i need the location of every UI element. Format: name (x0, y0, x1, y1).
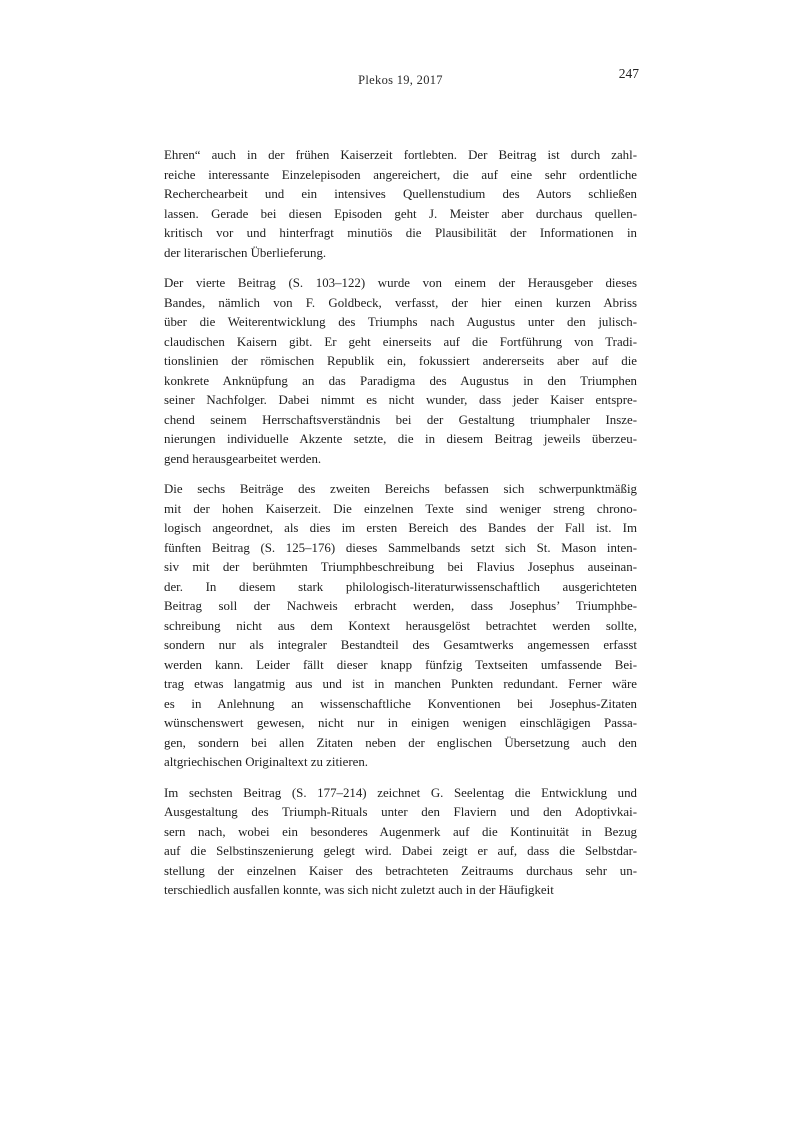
text-line: der. In diesem stark philologisch-literaturwissenschaftlich ausgerichteten (164, 579, 637, 594)
text-line: Bandes, nämlich von F. Goldbeck, verfasst, der hier einen kurzen Abriss (164, 295, 637, 310)
text-line: lassen. Gerade bei diesen Episoden geht J. Meister aber durchaus quellen- (164, 206, 637, 221)
text-line: stellung der einzelnen Kaiser des betrachteten Zeitraums durchaus sehr un- (164, 863, 637, 878)
text-line: es in Anlehnung an wissenschaftliche Konventionen bei Josephus-Zitaten (164, 696, 637, 711)
text-line: tionslinien der römischen Republik ein, fokussiert andererseits aber auf die (164, 354, 637, 368)
text-line: Der vierte Beitrag (S. 103–122) wurde von einem der Herausgeber dieses (164, 276, 637, 290)
text-line: über die Weiterentwicklung des Triumphs nach Augustus unter den julisch- (164, 315, 637, 329)
text-line: konkrete Anknüpfung an das Paradigma des Augustus in den Triumphen (164, 373, 637, 388)
journal-title: Plekos 19, 2017 (358, 73, 443, 87)
text-line: auf die Selbstinszenierung gelegt wird. Dabei zeigt er auf, dass die Selbstdar- (164, 844, 637, 858)
text-line: altgriechischen Originaltext zu zitieren. (164, 755, 369, 769)
text-line: wünschenswert gewesen, nicht nur in einigen wenigen einschlägigen Passa- (164, 716, 637, 730)
page-body (164, 146, 637, 901)
text-line: mit der hohen Kaiserzeit. Die einzelnen Texte sind weniger streng chrono- (164, 501, 637, 516)
text-line: reiche interessante Einzelepisoden angereichert, die auf eine sehr ordentliche (164, 167, 637, 182)
paragraph (164, 480, 637, 773)
text-line: gen, sondern bei allen Zitaten neben der englischen Übersetzung auch den (164, 735, 637, 750)
text-line: sern nach, wobei ein besonderes Augenmerk auf die Kontinuität in Bezug (164, 824, 637, 839)
text-line: chend seinem Herrschaftsverständnis bei der Gestaltung triumphaler Insze- (164, 412, 637, 427)
text-line: siv mit der berühmten Triumphbeschreibung bei Flavius Josephus auseinan- (164, 560, 637, 574)
text-line: gend herausgearbeitet werden. (164, 451, 322, 466)
text-line: kritisch vor und hinterfragt minutiös die Plausibilität der Informationen in (164, 226, 637, 240)
text-line: fünften Beitrag (S. 125–176) dieses Sammelbands setzt sich St. Mason inten- (164, 540, 637, 555)
text-line: Die sechs Beiträge des zweiten Bereichs befassen sich schwerpunktmäßig (164, 482, 637, 496)
running-header (164, 66, 639, 90)
text-line: sondern nur als integraler Bestandteil des Gesamtwerks angemessen erfasst (164, 638, 637, 652)
text-line: Beitrag soll der Nachweis erbracht werden, dass Josephus’ Triumphbe- (164, 599, 637, 613)
page-number: 247 (618, 66, 639, 81)
text-line: Ausgestaltung des Triumph-Rituals unter den Flaviern und den Adoptivkai- (164, 805, 637, 819)
text-line: trag etwas langatmig aus und ist in manchen Punkten redundant. Ferner wäre (164, 677, 637, 691)
paragraph (164, 146, 637, 263)
text-line: Recherchearbeit und ein intensives Quellenstudium des Autors schließen (164, 187, 637, 201)
text-line: logisch angeordnet, als dies im ersten Bereich des Bandes der Fall ist. Im (164, 521, 637, 535)
text-block (164, 66, 639, 901)
text-line: der literarischen Überlieferung. (164, 245, 327, 260)
text-line: werden kann. Leider fällt dieser knapp fünfzig Textseiten umfassende Bei- (164, 657, 637, 672)
paragraph (164, 784, 637, 901)
text-line: claudischen Kaisern gibt. Er geht einerseits auf die Fortführung von Tradi- (164, 334, 637, 349)
text-line: terschiedlich ausfallen konnte, was sich nicht zuletzt auch in der Häufigkeit (164, 883, 554, 897)
text-line: Im sechsten Beitrag (S. 177–214) zeichnet G. Seelentag die Entwicklung und (164, 785, 637, 800)
paragraph (164, 274, 637, 469)
text-line: schreibung nicht aus dem Kontext herausgelöst betrachtet werden sollte, (164, 618, 637, 633)
text-line: seiner Nachfolger. Dabei nimmt es nicht wunder, dass jeder Kaiser entspre- (164, 393, 637, 407)
text-line: nierungen individuelle Akzente setzte, die in diesem Beitrag jeweils überzeu- (164, 432, 637, 446)
text-line: Ehren“ auch in der frühen Kaiserzeit fortlebten. Der Beitrag ist durch zahl- (164, 148, 637, 162)
